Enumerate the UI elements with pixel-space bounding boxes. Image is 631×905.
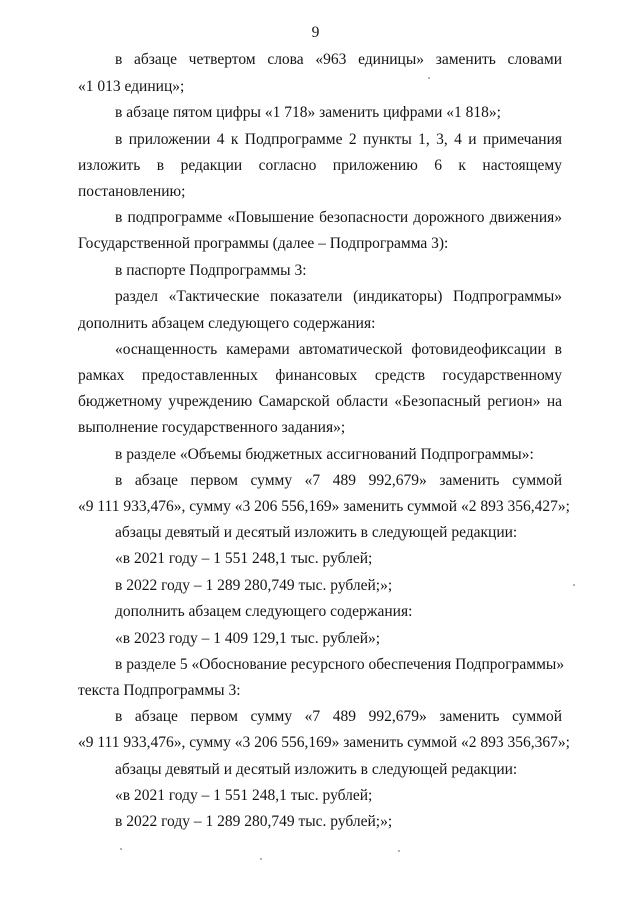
text-line: в разделе 5 «Обоснование ресурсного обеспечения Подпрограммы»: [115, 656, 565, 673]
text-line: в подпрограмме «Повышение безопасности дорожного движения»: [115, 209, 562, 226]
text-line: дополнить абзацем следующего содержания:: [115, 603, 413, 620]
text-line: дополнить абзацем следующего содержания:: [78, 315, 376, 332]
text-line: в абзаце первом сумму «7 489 992,679» заменить суммой: [115, 708, 562, 725]
text-line: «в 2021 году – 1 551 248,1 тыс. рублей;: [115, 550, 373, 567]
text-line: текста Подпрограммы 3:: [78, 682, 241, 699]
text-line: постановлению;: [78, 183, 186, 200]
text-line: изложить в редакции согласно приложению 6 к настоящему: [78, 157, 562, 174]
text-line: «оснащенность камерами автоматической фотовидеофиксации в: [115, 341, 562, 358]
text-line: в паспорте Подпрограммы 3:: [115, 262, 307, 279]
text-line: в абзаце четвертом слова «963 единицы» заменить словами: [115, 51, 562, 68]
text-line: бюджетному учреждению Самарской области «Безопасный регион» на: [78, 393, 562, 410]
text-line: «в 2023 году – 1 409 129,1 тыс. рублей»;: [115, 630, 381, 647]
scan-speck: [398, 850, 400, 852]
scan-speck: [260, 858, 262, 860]
text-line: абзацы девятый и десятый изложить в следующей редакции:: [115, 761, 518, 778]
text-line: в приложении 4 к Подпрограмме 2 пункты 1, 3, 4 и примечания: [115, 131, 562, 148]
text-line: раздел «Тактические показатели (индикаторы) Подпрограммы»: [115, 288, 562, 305]
text-line: абзацы девятый и десятый изложить в следующей редакции:: [115, 524, 518, 541]
text-line: в разделе «Объемы бюджетных ассигнований Подпрограммы»:: [115, 446, 534, 463]
text-line: «в 2021 году – 1 551 248,1 тыс. рублей;: [115, 787, 373, 804]
text-line: Государственной программы (далее – Подпрограмма 3):: [78, 235, 449, 252]
text-line: рамках предоставленных финансовых средств государственному: [78, 367, 562, 384]
text-line: «9 111 933,476», сумму «3 206 556,169» заменить суммой «2 893 356,427»;: [78, 498, 570, 515]
text-line: в абзаце пятом цифры «1 718» заменить цифрами «1 818»;: [115, 104, 501, 121]
scan-speck: [120, 848, 122, 850]
text-line: в 2022 году – 1 289 280,749 тыс. рублей;»;: [115, 813, 393, 830]
scan-speck: [428, 77, 430, 79]
text-line: «1 013 единиц»;: [78, 78, 185, 95]
text-line: «9 111 933,476», сумму «3 206 556,169» заменить суммой «2 893 356,367»;: [78, 734, 570, 751]
text-line: в 2022 году – 1 289 280,749 тыс. рублей;»;: [115, 577, 393, 594]
text-line: выполнение государственного задания»;: [78, 419, 346, 436]
scan-speck: [573, 584, 575, 586]
page-number: 9: [311, 24, 320, 41]
text-line: в абзаце первом сумму «7 489 992,679» заменить суммой: [115, 472, 562, 489]
